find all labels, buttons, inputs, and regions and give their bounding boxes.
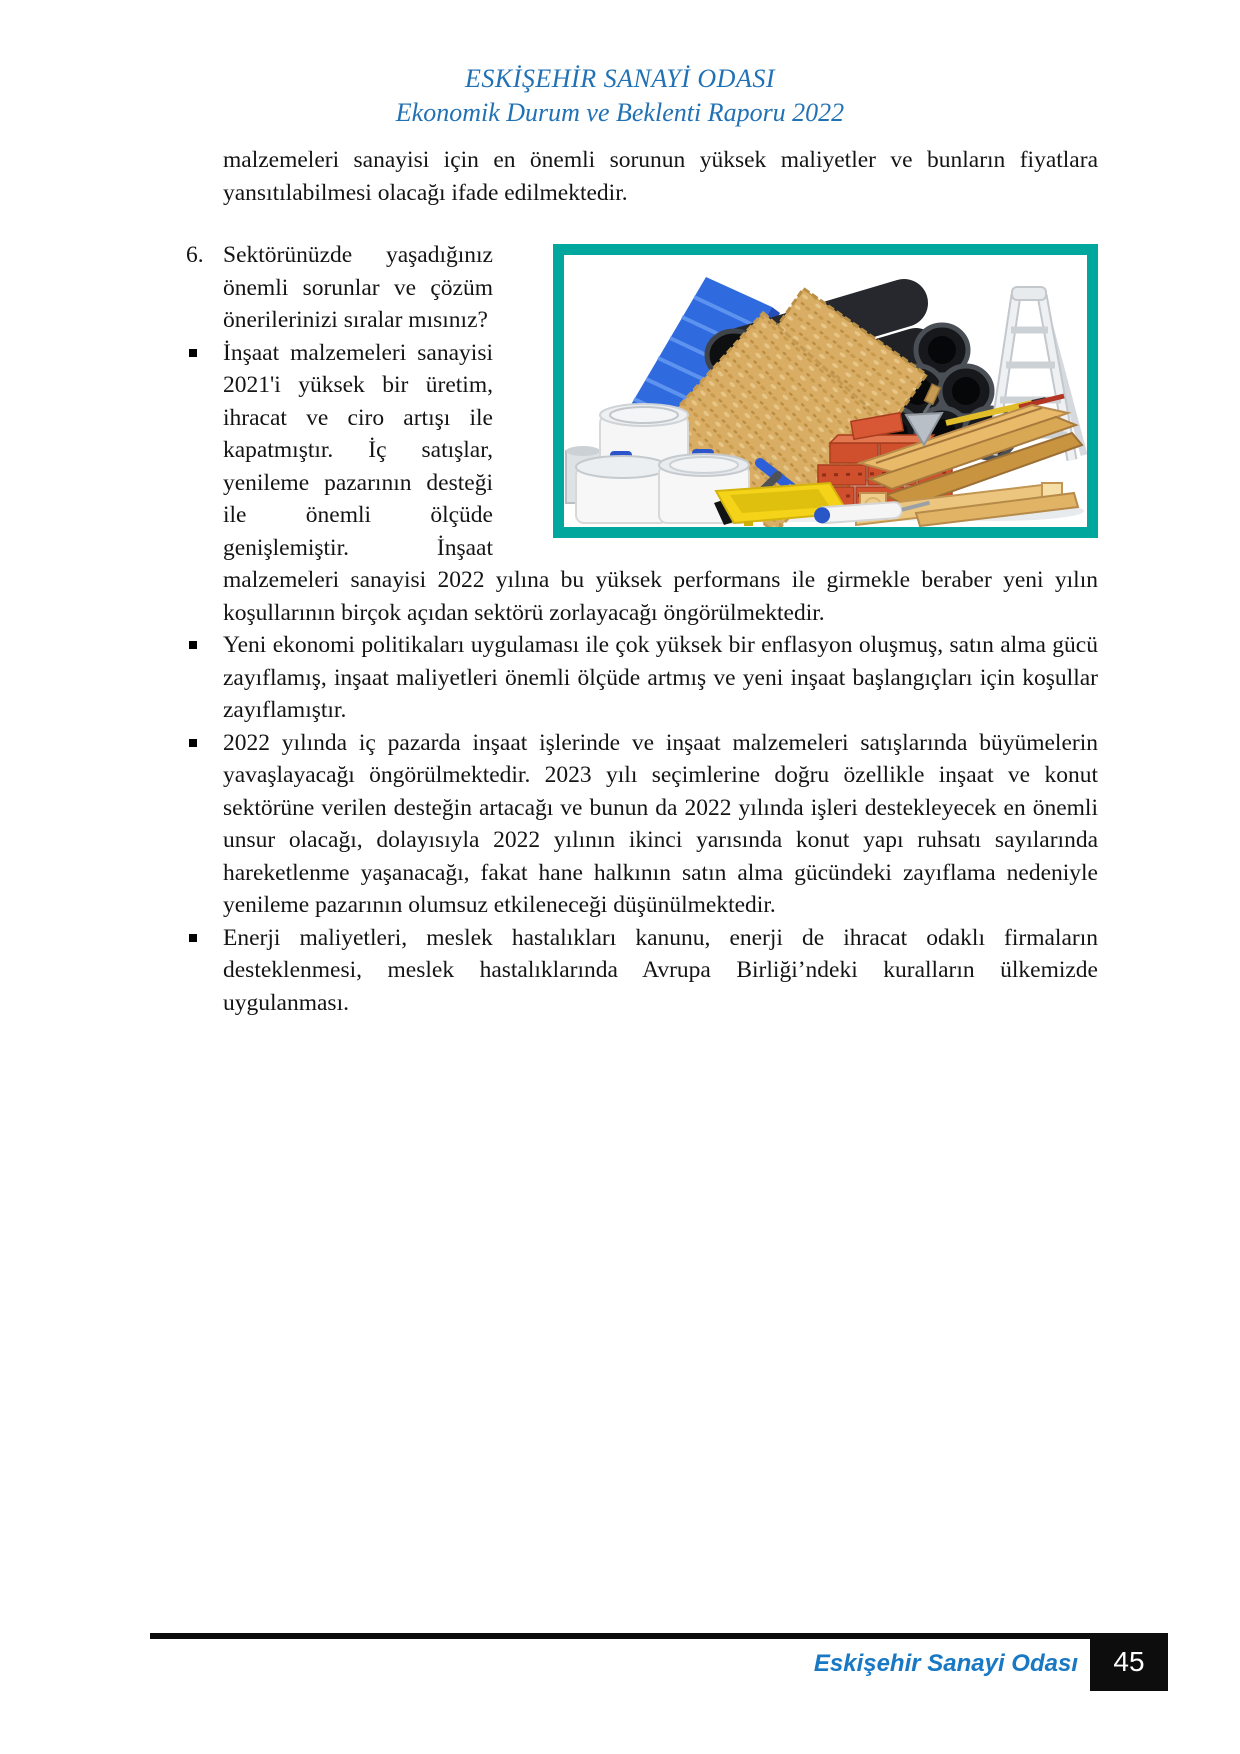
square-bullet-icon	[189, 641, 197, 649]
question-item	[186, 239, 1098, 337]
question-text: Sektörünüzde yaşadığınız önemli sorunlar ve çözüm önerilerinizi sıralar mısınız?	[223, 242, 493, 333]
bullet-text: Yeni ekonomi politikaları uygulaması ile çok yüksek bir enflasyon oluşmuş, satın alma gücü zayıflamış, inşaat maliyetleri önemli ölçüde artmış ve yeni inşaat başlangıçları için koşullar zayıflamıştır.	[223, 632, 1098, 723]
question-6-section	[186, 239, 1098, 1019]
intro-paragraph: malzemeleri sanayisi için en önemli sorunun yüksek maliyetler ve bunların fiyatlara yansıtılabilmesi olacağı ifade edilmektedir.	[223, 147, 1098, 206]
bullet-item-1	[223, 337, 1098, 630]
bullet-item-3	[223, 727, 1098, 922]
bullet-item-4	[223, 922, 1098, 1020]
square-bullet-icon	[189, 934, 197, 942]
question-number: 6.	[186, 242, 204, 268]
header-report-title: Ekonomik Durum ve Beklenti Raporu 2022	[395, 98, 845, 127]
square-bullet-icon	[189, 349, 197, 357]
header-org-title: ESKİŞEHİR SANAYİ ODASI	[465, 64, 775, 93]
document-body	[186, 144, 1098, 1019]
bullet-text: 2022 yılında iç pazarda inşaat işlerinde ve inşaat malzemeleri satışlarında büyümelerin yavaşlayacağı öngörülmektedir. 2023 yılı seçimlerine doğru özellikle inşaat ve konut sektörüne verilen desteğin artacağı ve bunun da 2022 yılında işleri destekleyecek en önemli unsur olacağı, dolayısıyla 2022 yılının ikinci yarısında konut yapı ruhsatı sayılarında hareketlenme yaşanacağı, fakat hane halkının satın alma gücündeki zayıflama nedeniyle yenileme pazarının olumsuz etkileneceği düşünülmektedir.	[223, 729, 1098, 918]
bullet-item-2	[223, 629, 1098, 727]
bullet-text: İnşaat malzemeleri sanayisi 2021'i yüksek bir üretim, ihracat ve ciro artışı ile kapatmıştır. İç satışlar, yenileme pazarının desteği ile önemli ölçüde genişlemiştir. İnşaat malzemeleri sanayisi 2022 yılına bu yüksek performans ile girmekle beraber yeni yılın koşullarının birçok açıdan sektörü zorlayacağı öngörülmektedir.	[223, 339, 1098, 626]
page-number-badge: 45	[1090, 1633, 1168, 1691]
footer-org-label: Eskişehir Sanayi Odası	[813, 1650, 1078, 1677]
footer-divider	[150, 1633, 1090, 1639]
bullet-text: Enerji maliyetleri, meslek hastalıkları kanunu, enerji de ihracat odaklı firmaların desteklenmesi, meslek hastalıklarında Avrupa Birliği’ndeki kuralların ülkemizde uygulanması.	[223, 924, 1098, 1016]
document-header	[0, 0, 1240, 131]
square-bullet-icon	[189, 739, 197, 747]
